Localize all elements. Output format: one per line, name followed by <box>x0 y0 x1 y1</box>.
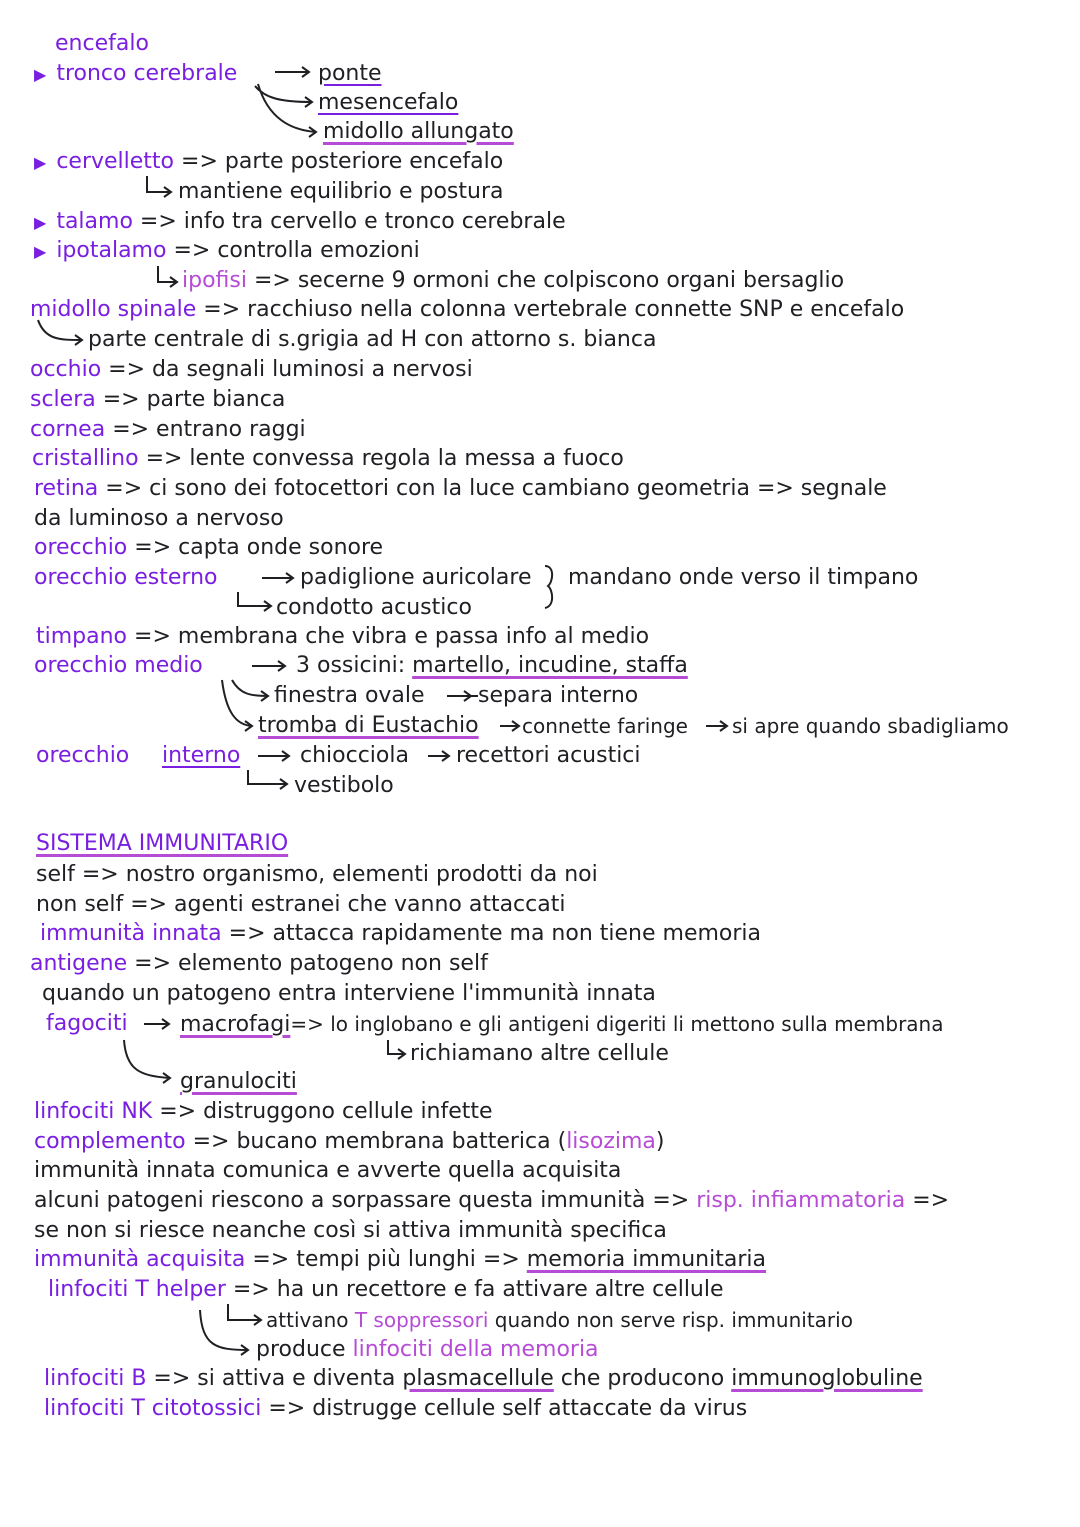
note-orecchio-esterno: mandano onde verso il timpano <box>568 565 919 590</box>
term-ipotalamo: ipotalamo <box>56 238 167 263</box>
term-fagociti: fagociti <box>46 1011 128 1036</box>
term-linfociti-b: linfociti B <box>44 1366 147 1391</box>
term-orecchio-medio: orecchio medio <box>34 653 203 678</box>
term-antigene: antigene <box>30 951 128 976</box>
sub-richiamano: richiamano altre cellule <box>410 1041 669 1066</box>
term-helper: linfociti T helper <box>48 1277 226 1302</box>
term-citotossici: linfociti T citotossici <box>44 1396 262 1421</box>
term-acquisita: immunità acquisita <box>34 1247 246 1272</box>
term-memoria-immunitaria: memoria immunitaria <box>526 1247 766 1272</box>
bullet-icon: ▶ <box>34 153 47 172</box>
term-midollo-allungato: midollo allungato <box>323 119 514 144</box>
term-retina: retina <box>34 476 99 501</box>
line-se-non: se non si riesce neanche così si attiva immunità specifica <box>34 1218 667 1243</box>
row-tronco-cerebrale <box>34 60 237 89</box>
def-retina: => ci sono dei fotocettori con la luce cambiano geometria => segnale <box>105 476 887 501</box>
row-occhio <box>30 356 473 384</box>
term-tromba-eustachio: tromba di Eustachio <box>258 713 479 738</box>
term-chiocciola: chiocciola <box>300 743 409 768</box>
term-complemento: complemento <box>34 1129 186 1154</box>
def-finestra-ovale: separa interno <box>478 683 639 708</box>
line-quando: quando un patogeno entra interviene l'immunità innata <box>42 981 656 1006</box>
term-ossicini: martello, incudine, staffa <box>412 653 688 678</box>
bullet-icon: ▶ <box>34 213 47 232</box>
bullet-icon: ▶ <box>34 242 47 261</box>
row-ossicini <box>296 652 688 680</box>
def-orecchio: => capta onde sonore <box>134 535 384 560</box>
row-nk <box>34 1098 493 1126</box>
row-antigene <box>30 950 488 978</box>
def-immunita-innata: => attacca rapidamente ma non tiene memoria <box>228 921 762 946</box>
term-cervelletto: cervelletto <box>56 149 175 174</box>
def-tromba-2: si apre quando sbadigliamo <box>732 714 1009 738</box>
row-immunita-innata <box>40 920 761 948</box>
row-macrofagi <box>180 1010 944 1039</box>
row-produce <box>256 1336 599 1364</box>
def-sclera: => parte bianca <box>102 387 286 412</box>
term-immunoglobuline: immunoglobuline <box>731 1366 923 1391</box>
def-tromba-1: connette faringe <box>522 714 688 738</box>
row-ipotalamo <box>34 237 420 266</box>
section-title-immunitario: SISTEMA IMMUNITARIO <box>36 831 289 856</box>
row-acquisita <box>34 1246 766 1274</box>
def-linfociti-b-1: => si attiva e diventa <box>153 1366 396 1391</box>
row-complemento <box>34 1128 665 1156</box>
term-mesencefalo: mesencefalo <box>318 90 459 115</box>
term-orecchio-interno-b: interno <box>162 743 241 768</box>
term-orecchio-interno-a: orecchio <box>36 743 130 768</box>
row-citotossici <box>44 1395 747 1423</box>
def-retina-2: da luminoso a nervoso <box>34 506 284 531</box>
line-self: self => nostro organismo, elementi prodotti da noi <box>36 862 598 887</box>
term-soppressori: T soppressori <box>354 1308 489 1332</box>
term-immunita-innata: immunità innata <box>40 921 222 946</box>
term-vestibolo: vestibolo <box>294 773 394 798</box>
def-complemento: => bucano membrana batterica ( <box>192 1129 567 1154</box>
def-helper: => ha un recettore e fa attivare altre cellule <box>232 1277 724 1302</box>
line-comunica: immunità innata comunica e avverte quella acquisita <box>34 1158 622 1183</box>
row-retina <box>34 475 887 503</box>
line-non-self: non self => agenti estranei che vanno attaccati <box>36 892 566 917</box>
arrow-text: => <box>912 1188 950 1213</box>
term-lisozima: lisozima <box>566 1129 656 1154</box>
row-sclera <box>30 386 285 414</box>
sub-cervelletto: mantiene equilibrio e postura <box>178 179 504 204</box>
term-attivano: attivano <box>266 1308 349 1332</box>
row-talamo <box>34 208 566 237</box>
sub-midollo-spinale: parte centrale di s.grigia ad H con attorno s. bianca <box>88 327 657 352</box>
def-antigene: => elemento patogeno non self <box>134 951 488 976</box>
term-orecchio-esterno: orecchio esterno <box>34 565 218 590</box>
row-alcuni <box>34 1187 949 1215</box>
term-macrofagi: macrofagi <box>180 1012 291 1037</box>
row-attivano <box>266 1306 853 1334</box>
row-orecchio <box>34 534 383 562</box>
def-acquisita: => tempi più lunghi => <box>252 1247 520 1272</box>
row-helper <box>48 1276 724 1304</box>
term-ponte: ponte <box>318 61 382 86</box>
row-ipofisi <box>182 267 844 295</box>
def-nk: => distruggono cellule infette <box>159 1099 493 1124</box>
def-ipofisi: => secerne 9 ormoni che colpiscono organi bersaglio <box>253 268 845 293</box>
def-timpano: => membrana che vibra e passa info al medio <box>134 624 650 649</box>
term-condotto: condotto acustico <box>276 595 472 620</box>
term-ipofisi: ipofisi <box>182 268 247 293</box>
term-cornea: cornea <box>30 417 106 442</box>
close-paren: ) <box>655 1129 665 1154</box>
term-orecchio: orecchio <box>34 535 128 560</box>
def-ipotalamo: => controlla emozioni <box>173 238 420 263</box>
def-talamo: => info tra cervello e tronco cerebrale <box>139 209 566 234</box>
term-finestra-ovale: finestra ovale <box>274 683 425 708</box>
row-cervelletto <box>34 148 503 177</box>
def-macrofagi: => lo inglobano e gli antigeni digeriti li mettono sulla membrana <box>290 1012 944 1036</box>
row-linfociti-b <box>44 1365 923 1393</box>
term-cristallino: cristallino <box>32 446 139 471</box>
term-occhio: occhio <box>30 357 102 382</box>
row-cristallino <box>32 445 624 473</box>
row-midollo-spinale <box>30 296 904 324</box>
def-attivano: quando non serve risp. immunitario <box>494 1308 853 1332</box>
def-citotossici: => distrugge cellule self attaccate da virus <box>268 1396 748 1421</box>
term-midollo-spinale: midollo spinale <box>30 297 197 322</box>
bullet-icon: ▶ <box>34 65 47 84</box>
row-timpano <box>36 623 649 651</box>
line-alcuni: alcuni patogeni riescono a sorpassare questa immunità => <box>34 1188 690 1213</box>
term-sclera: sclera <box>30 387 96 412</box>
term-timpano: timpano <box>36 624 128 649</box>
def-midollo-spinale: => racchiuso nella colonna vertebrale connette SNP e encefalo <box>203 297 905 322</box>
def-cervelletto: => parte posteriore encefalo <box>181 149 504 174</box>
def-occhio: => da segnali luminosi a nervosi <box>108 357 473 382</box>
term-linfociti-memoria: linfociti della memoria <box>352 1337 599 1362</box>
term-risp-infiammatoria: risp. infiammatoria <box>696 1188 906 1213</box>
def-cornea: => entrano raggi <box>112 417 306 442</box>
def-chiocciola: recettori acustici <box>456 743 641 768</box>
heading-encefalo: encefalo <box>55 31 149 56</box>
def-cristallino: => lente convessa regola la messa a fuoco <box>145 446 624 471</box>
def-linfociti-b-2: che producono <box>560 1366 725 1391</box>
row-cornea <box>30 416 306 444</box>
label-ossicini: 3 ossicini: <box>296 653 406 678</box>
term-tronco: tronco cerebrale <box>56 61 238 86</box>
term-granulociti: granulociti <box>180 1069 297 1094</box>
term-produce: produce <box>256 1337 346 1362</box>
term-talamo: talamo <box>56 209 133 234</box>
term-nk: linfociti NK <box>34 1099 153 1124</box>
term-plasmacellule: plasmacellule <box>402 1366 554 1391</box>
term-padiglione: padiglione auricolare <box>300 565 532 590</box>
